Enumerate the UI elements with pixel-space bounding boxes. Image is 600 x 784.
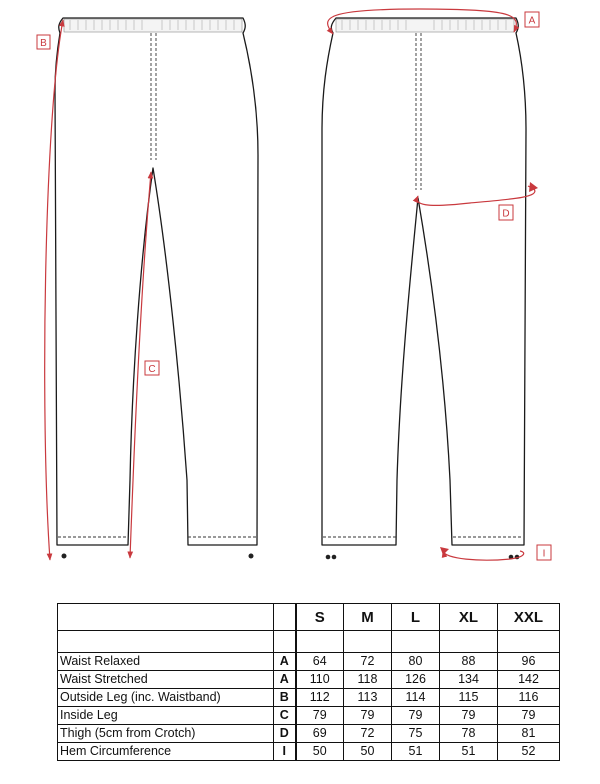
cell-s: 64 [296,653,344,671]
cell-m: 50 [344,743,392,761]
cell-l: 51 [392,743,440,761]
cell-m: 79 [344,707,392,725]
cell-xl: 78 [440,725,498,743]
table-row [58,671,560,689]
size-header-xl: XL [440,604,498,631]
size-header-m: M [344,604,392,631]
measure-arrow-d [529,182,538,192]
cell-xxl: 142 [498,671,560,689]
tag-i: I [542,548,546,560]
cell-s: 110 [296,671,344,689]
cell-m: 113 [344,689,392,707]
tag-a: A [528,15,536,27]
row-label: Outside Leg (inc. Waistband) [58,689,274,707]
table-row [58,653,560,671]
back-pants-outline [322,18,526,545]
size-header-s: S [296,604,344,631]
table-row [58,743,560,761]
back-waistband [336,19,514,32]
cell-xxl: 81 [498,725,560,743]
row-key: A [274,671,296,689]
cell-xl: 134 [440,671,498,689]
front-waistband [64,19,242,32]
cell-l: 79 [392,707,440,725]
cell-l: 114 [392,689,440,707]
cell-xxl: 116 [498,689,560,707]
cell-xxl: 52 [498,743,560,761]
cell-xxl: 96 [498,653,560,671]
cell-s: 112 [296,689,344,707]
row-key: D [274,725,296,743]
cell-s: 79 [296,707,344,725]
cell-m: 72 [344,725,392,743]
row-key: B [274,689,296,707]
cell-m: 118 [344,671,392,689]
cell-m: 72 [344,653,392,671]
tag-b: B [40,38,47,49]
row-label: Inside Leg [58,707,274,725]
row-label: Hem Circumference [58,743,274,761]
row-key: C [274,707,296,725]
cell-l: 126 [392,671,440,689]
cell-xl: 115 [440,689,498,707]
tag-c: C [148,364,156,375]
row-key: A [274,653,296,671]
tag-d: D [502,208,510,220]
cell-xl: 79 [440,707,498,725]
back-rivet-1 [326,555,331,560]
row-label: Waist Stretched [58,671,274,689]
size-header-row [58,604,560,631]
size-header-l: L [392,604,440,631]
spacer-row [58,631,560,653]
row-key: I [274,743,296,761]
front-view [37,18,258,560]
table-row [58,707,560,725]
cell-l: 80 [392,653,440,671]
size-chart-table [57,603,560,761]
front-rivet-left [62,554,67,559]
header-blank-name [58,604,274,631]
row-label: Waist Relaxed [58,653,274,671]
cell-xl: 51 [440,743,498,761]
cell-s: 69 [296,725,344,743]
size-header-xxl: XXL [498,604,560,631]
cell-s: 50 [296,743,344,761]
cell-l: 75 [392,725,440,743]
row-label: Thigh (5cm from Crotch) [58,725,274,743]
front-pants-outline [55,18,258,545]
header-blank-key [274,604,296,631]
table-row [58,689,560,707]
front-rivet-right [249,554,254,559]
cell-xl: 88 [440,653,498,671]
cell-xxl: 79 [498,707,560,725]
back-view [322,9,551,560]
table-row [58,725,560,743]
back-rivet-2 [332,555,337,560]
